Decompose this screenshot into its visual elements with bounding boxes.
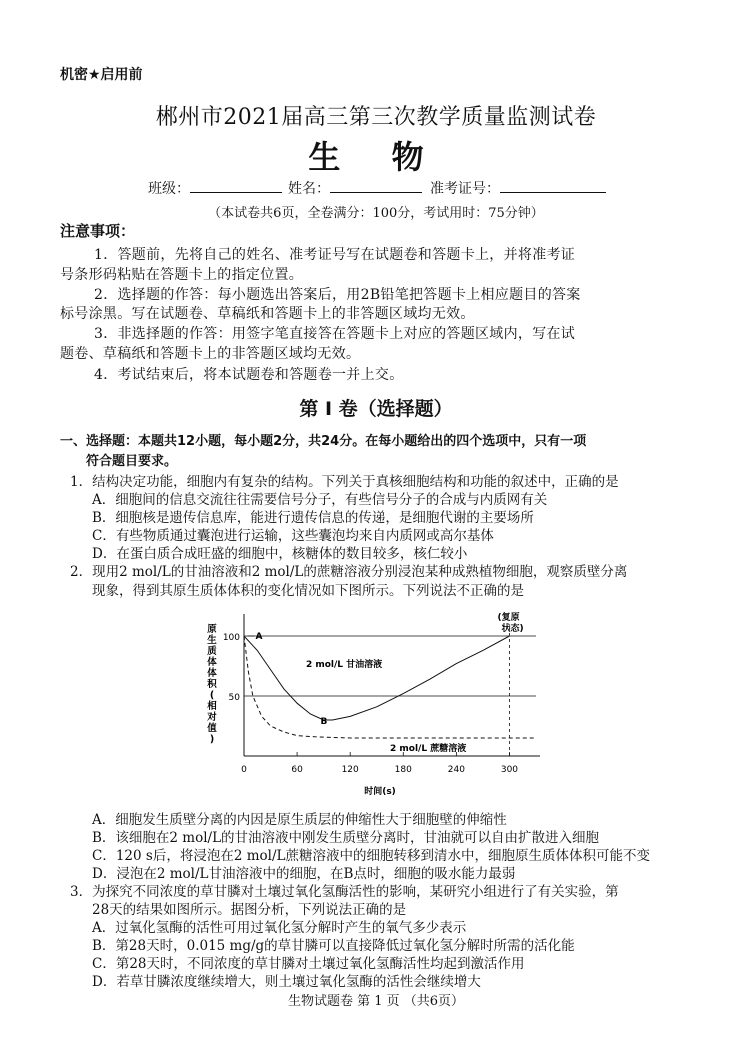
y-axis-label-char: 原	[207, 624, 217, 635]
question-1-option-d[interactable]: D．在蛋白质合成旺盛的细胞中，核糖体的数目较多，核仁较小	[92, 546, 468, 562]
point-b-label: B	[320, 717, 328, 727]
question-3-option-d[interactable]: D．若草甘膦浓度继续增大，则土壤过氧化氢酶的活性会继续增大	[92, 974, 481, 990]
notice-line: 号条形码粘贴在答题卡上的指定位置。	[60, 267, 304, 283]
section-instruction: 符合题目要求。	[86, 454, 178, 469]
question-1-stem: 1．结构决定功能，细胞内有复杂的结构。下列关于真核细胞结构和功能的叙述中，正确的是	[70, 474, 619, 490]
notice-heading: 注意事项：	[60, 222, 136, 240]
notice-line: 3．非选择题的作答：用签字笔直接答在答题卡上对应的答题区域内，写在试	[94, 326, 576, 342]
notice-line: 标号涂黑。写在试题卷、草稿纸和答题卡上的非答题区域均无效。	[60, 306, 475, 322]
question-2-option-a[interactable]: A．细胞发生质壁分离的内因是原生质层的伸缩性大于细胞壁的伸缩性	[92, 812, 507, 828]
question-2-option-b[interactable]: B．该细胞在2 mol/L的甘油溶液中刚发生质壁分离时，甘油就可以自由扩散进入细胞	[92, 830, 600, 846]
notice-line: 题卷、草稿纸和答题卡上的非答题区域均无效。	[60, 346, 361, 362]
id-blank[interactable]	[500, 179, 606, 193]
y-tick-label: 50	[228, 693, 240, 703]
y-axis-label-char: 体	[207, 657, 217, 668]
y-tick-label: 100	[222, 633, 240, 643]
recovery-label: (复原	[497, 613, 520, 623]
glycerol-series-label: 2 mol/L 甘油溶液	[305, 660, 383, 671]
glycerol-curve	[244, 636, 509, 720]
question-3-option-b[interactable]: B．第28天时，0.015 mg/g的草甘膦可以直接降低过氧化氢分解时所需的活化能	[92, 938, 575, 954]
x-tick-label: 300	[500, 765, 519, 775]
id-label: 准考证号：	[430, 181, 500, 197]
name-blank[interactable]	[330, 179, 422, 193]
x-axis-label: 时间(s)	[364, 787, 396, 797]
sucrose-curve	[244, 636, 536, 738]
protoplast-volume-chart	[190, 606, 560, 806]
name-field[interactable]	[288, 178, 422, 198]
name-label: 姓名：	[288, 181, 330, 197]
x-tick-label: 240	[447, 765, 465, 775]
subject-title: 生 物	[308, 138, 444, 176]
question-2-stem: 现象，得到其原生质体体积的变化情况如下图所示。下列说法不正确的是	[92, 583, 524, 599]
x-tick-label: 60	[291, 765, 303, 775]
point-a-label: A	[255, 632, 263, 642]
id-field[interactable]	[430, 178, 606, 198]
notice-line: 2．选择题的作答：每小题选出答案后，用2B铅笔把答题卡上相应题目的答案	[94, 287, 581, 303]
question-1-option-a[interactable]: A．细胞间的信息交流往往需要信号分子，有些信号分子的合成与内质网有关	[92, 492, 548, 508]
question-2-option-d[interactable]: D．浸泡在2 mol/L甘油溶液中的细胞，在B点时，细胞的吸水能力最弱	[92, 866, 516, 882]
question-3-stem: 28天的结果如图所示。据图分析，下列说法正确的是	[92, 902, 407, 918]
secret-label: 机密★启用前	[60, 67, 143, 83]
class-label: 班级：	[148, 181, 190, 197]
section-instruction: 一、选择题：本题共12小题，每小题2分，共24分。在每小题给出的四个选项中，只有一项	[60, 434, 587, 449]
x-tick-label: 0	[241, 765, 247, 775]
class-field[interactable]	[148, 178, 282, 198]
question-2-stem: 2．现用2 mol/L的甘油溶液和2 mol/L的蔗糖溶液分别浸泡某种成熟植物细胞，观察质壁分离	[70, 564, 628, 580]
y-axis-label-char: 对	[207, 712, 217, 723]
y-axis-label-char: 值	[207, 723, 217, 734]
question-1-option-c[interactable]: C．有些物质通过囊泡进行运输，这些囊泡均来自内质网或高尔基体	[92, 528, 494, 544]
page-footer: 生物试题卷 第 1 页 （共6页）	[287, 994, 465, 1009]
section-title: 第 I 卷（选择题）	[299, 398, 453, 420]
y-axis-label-char: (	[209, 690, 215, 701]
class-blank[interactable]	[190, 179, 282, 193]
recovery-label: 状态)	[501, 624, 524, 634]
question-3-option-a[interactable]: A．过氧化氢酶的活性可用过氧化氢分解时产生的氧气多少表示	[92, 920, 467, 936]
sucrose-series-label: 2 mol/L 蔗糖溶液	[390, 744, 467, 755]
exam-note: （本试卷共6页，全卷满分：100分，考试用时：75分钟）	[208, 206, 544, 221]
question-3-option-c[interactable]: C．第28天时，不同浓度的草甘膦对土壤过氧化氢酶活性均起到激活作用	[92, 956, 525, 972]
exam-title: 郴州市2021届高三第三次教学质量监测试卷	[155, 105, 597, 130]
question-1-option-b[interactable]: B．细胞核是遗传信息库，能进行遗传信息的传递，是细胞代谢的主要场所	[92, 510, 534, 526]
x-tick-label: 180	[394, 765, 412, 775]
notice-line: 4．考试结束后，将本试题卷和答题卷一并上交。	[94, 367, 404, 383]
y-axis-label-char: 相	[207, 701, 217, 712]
question-2-option-c[interactable]: C．120 s后，将浸泡在2 mol/L蔗糖溶液中的细胞转移到清水中，细胞原生质体体积可能不变	[92, 848, 650, 864]
notice-line: 1．答题前，先将自己的姓名、准考证号写在试题卷和答题卡上，并将准考证	[94, 247, 576, 263]
y-axis-label-char: 质	[207, 646, 217, 657]
y-axis-label-char: 生	[207, 635, 217, 646]
x-tick-label: 120	[341, 765, 359, 775]
y-axis-label-char: 积	[207, 679, 217, 690]
y-axis-label-char: 体	[207, 668, 217, 679]
question-3-stem: 3．为探究不同浓度的草甘膦对土壤过氧化氢酶活性的影响，某研究小组进行了有关实验，第	[70, 884, 619, 900]
y-axis-label-char: )	[209, 734, 215, 745]
